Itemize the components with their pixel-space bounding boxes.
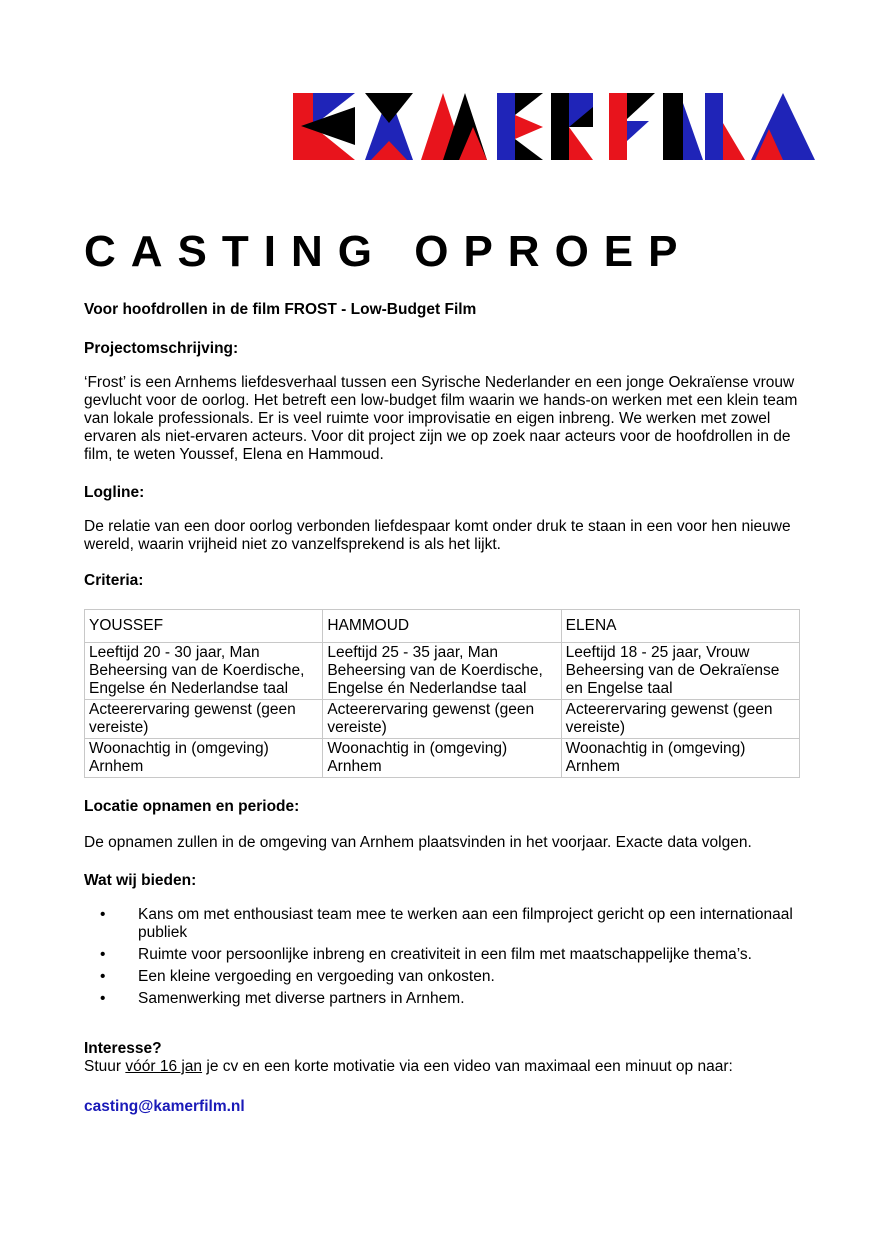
project-heading: Projectomschrijving: — [84, 340, 239, 357]
table-cell: Leeftijd 20 - 30 jaar, Man Beheersing van de Koerdische, Engelse én Nederlandse taal — [85, 643, 323, 700]
list-item-text: Ruimte voor persoonlijke inbreng en creativiteit in een film met maatschappelijke thema’s. — [138, 946, 752, 963]
table-header-row — [85, 610, 800, 643]
column-header-hammoud: HAMMOUD — [323, 610, 561, 643]
table-cell: Acteerervaring gewenst (geen vereiste) — [561, 700, 799, 739]
list-item-text: Samenwerking met diverse partners in Arnhem. — [138, 990, 465, 1007]
offer-list — [84, 906, 804, 1012]
table-row — [85, 643, 800, 700]
table-cell: Leeftijd 25 - 35 jaar, Man Beheersing van de Koerdische, Engelse én Nederlandse taal — [323, 643, 561, 700]
table-row — [85, 739, 800, 778]
logline-heading: Logline: — [84, 484, 145, 501]
offer-heading: Wat wij bieden: — [84, 872, 197, 889]
table-row — [85, 700, 800, 739]
logo-letter-k — [293, 93, 355, 160]
list-item — [84, 946, 804, 964]
list-item — [84, 990, 804, 1008]
column-header-youssef: YOUSSEF — [85, 610, 323, 643]
logo-letter-a — [365, 93, 413, 160]
list-item-text: Een kleine vergoeding en vergoeding van onkosten. — [138, 968, 495, 985]
logo-letter-r — [551, 93, 593, 160]
interest-text — [84, 1058, 804, 1076]
bullet-icon: • — [100, 946, 106, 963]
bullet-icon: • — [100, 990, 106, 1007]
bullet-icon: • — [100, 906, 106, 923]
table-cell: Woonachtig in (omgeving) Arnhem — [323, 739, 561, 778]
list-item-text: Kans om met enthousiast team mee te werken aan een filmproject gericht op een internationaal publiek — [138, 906, 793, 941]
table-cell: Woonachtig in (omgeving) Arnhem — [85, 739, 323, 778]
email-line — [84, 1098, 804, 1116]
email-link[interactable]: casting@kamerfilm.nl — [84, 1098, 245, 1115]
logo-letter-i — [663, 93, 703, 160]
interest-heading: Interesse? — [84, 1040, 162, 1057]
table-cell: Acteerervaring gewenst (geen vereiste) — [85, 700, 323, 739]
logo-letter-f — [609, 93, 655, 160]
list-item — [84, 968, 804, 986]
bullet-icon: • — [100, 968, 106, 985]
logo-letter-m — [421, 93, 487, 160]
list-item — [84, 906, 804, 942]
location-heading: Locatie opnamen en periode: — [84, 798, 300, 815]
criteria-heading: Criteria: — [84, 572, 144, 589]
table-cell: Leeftijd 18 - 25 jaar, Vrouw Beheersing van de Oekraïense en Engelse taal — [561, 643, 799, 700]
column-header-elena: ELENA — [561, 610, 799, 643]
logo-letter-e — [497, 93, 543, 160]
location-text: De opnamen zullen in de omgeving van Arnhem plaatsvinden in het voorjaar. Exacte data volgen. — [84, 834, 752, 851]
page-title: CASTING OPROEP — [84, 227, 693, 276]
table-cell: Woonachtig in (omgeving) Arnhem — [561, 739, 799, 778]
deadline-text: vóór 16 jan — [125, 1058, 203, 1075]
table-cell: Acteerervaring gewenst (geen vereiste) — [323, 700, 561, 739]
criteria-table — [84, 609, 800, 778]
interest-text-start: Stuur — [84, 1058, 126, 1075]
logo-letter-l — [705, 93, 745, 160]
subtitle: Voor hoofdrollen in de film FROST - Low-Budget Film — [84, 301, 477, 318]
logline-text: De relatie van een door oorlog verbonden liefdespaar komt onder druk te staan in een voor hen nieuwe wereld, waarin vrijheid niet zo vanzelfsprekend is als het lijkt. — [84, 518, 791, 553]
logo-letter-a-2 — [751, 93, 815, 160]
kamerfilm-logo — [293, 93, 815, 160]
project-description: ‘Frost’ is een Arnhems liefdesverhaal tussen een Syrische Nederlander en een jonge Oekraïense vrouw gevlucht voor de oorlog. Het betreft een low-budget film waarin we hands-on werken met een klein team van lokale professionals. Er is veel ruimte voor improvisatie en eigen inbreng. We werken met zowel ervaren als niet-ervaren acteurs. Voor dit project zijn we op zoek naar acteurs voor de hoofdrollen in de film, te weten Youssef, Elena en Hammoud. — [84, 374, 798, 463]
interest-text-end: je cv en een korte motivatie via een video van maximaal een minuut op naar: — [202, 1058, 733, 1075]
